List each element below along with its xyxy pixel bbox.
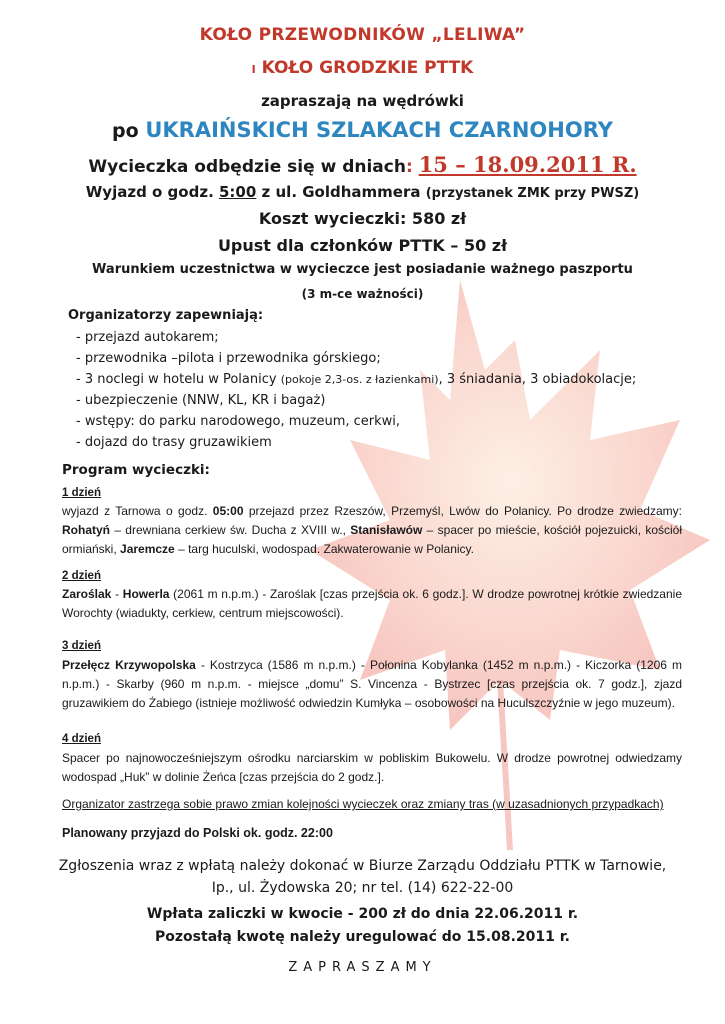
organizer-notice: Organizator zastrzega sobie prawo zmian kolejności wycieczek oraz zmiany tras (w uzasadnionych przypadkach) — [62, 797, 664, 811]
description-text: – spacer po mieście, kościół pojezuicki, kościół ormiański, — [62, 523, 682, 556]
place-name: Howerla — [122, 587, 170, 601]
trip-dates — [0, 152, 725, 177]
trip-name-prefix: po — [112, 120, 139, 142]
departure-place: z ul. Goldhammera — [261, 183, 421, 201]
organizers-title: Organizatorzy zapewniają: — [68, 308, 264, 323]
place-name: Stanisławów — [350, 523, 423, 537]
organizers-item: - przewodnika –pilota i przewodnika górskiego; — [76, 351, 381, 366]
co-organizer-title — [0, 58, 725, 78]
departure-note: (przystanek ZMK przy PWSZ) — [425, 186, 640, 201]
trip-name — [0, 118, 725, 142]
departure-info — [0, 183, 725, 201]
departure-time: 5:00 — [219, 183, 257, 201]
day-1-label: 1 dzień — [62, 487, 101, 499]
organizers-item: - przejazd autokarem; — [76, 330, 219, 345]
day-2-description — [62, 585, 682, 623]
day-2-label: 2 dzień — [62, 570, 101, 582]
arrival-time: Planowany przyjazd do Polski ok. godz. 22:00 — [62, 826, 333, 840]
description-text: - Kostrzyca (1586 m n.p.m.) - Połonina Kobylanka (1452 m n.p.m.) - Kiczorka (1206 m n.p.m.) - Skarby (960 m n.p.m. - miejsce „domu” S. Vincenza - Bystrzec [czas przejścia ok. 7 godz.], zjazd gruzawikiem do Żabiego (istnieje możliwość odwiedzin Kumłyka – osobowości na Huculszczyźnie w jego muzeum). — [62, 658, 682, 710]
day-4-label: 4 dzień — [62, 733, 101, 745]
passport-validity: (3 m-ce ważności) — [301, 287, 424, 301]
organizers-item: - ubezpieczenie (NNW, KL, KR i bagaż) — [76, 393, 326, 408]
trip-dates-value: 15 – 18.09.2011 R. — [418, 152, 637, 177]
description-text: - — [111, 587, 123, 601]
co-organizer-name: KOŁO GRODZKIE PTTK — [261, 58, 474, 78]
description-text: Spacer po najnowocześniejszym ośrodku narciarskim w pobliskim Bukowelu. W drodze powrotnej odwiedzamy wodospad „Huk” w dolinie Żeńca [czas przejścia do 2 godz.]. — [62, 751, 682, 784]
day-3-label: 3 dzień — [62, 640, 101, 652]
registration-line-2: Ip., ul. Żydowska 20; nr tel. (14) 622-22-00 — [211, 880, 514, 896]
registration-line-1: Zgłoszenia wraz z wpłatą należy dokonać w Biurze Zarządu Oddziału PTTK w Tarnowie, — [58, 858, 667, 874]
trip-cost: Koszt wycieczki: 580 zł — [258, 209, 467, 228]
organizers-item — [76, 372, 636, 387]
co-organizer-prefix: I — [251, 63, 256, 76]
description-text: – targ huculski, wodospad. Zakwaterowanie w Polanicy. — [174, 542, 474, 556]
place-name: Zaroślak — [62, 587, 112, 601]
trip-dates-label: Wycieczka odbędzie się w dniach — [88, 157, 406, 177]
balance-info: Pozostałą kwotę należy uregulować do 15.08.2011 r. — [155, 929, 570, 945]
description-text: (2061 m n.p.m.) - Zaroślak [czas przejścia ok. 6 godz.]. W drodze powrotnej krótkie zwiedzanie Worochty (wiadukty, cerkiew, centrum miejscowości). — [62, 587, 682, 620]
place-name: 05:00 — [212, 504, 244, 518]
departure-prefix: Wyjazd o godz. — [85, 183, 214, 201]
trip-dates-colon: : — [405, 157, 413, 177]
member-discount: Upust dla członków PTTK – 50 zł — [217, 236, 508, 255]
deposit-info: Wpłata zaliczki w kwocie - 200 zł do dnia 22.06.2011 r. — [146, 906, 579, 922]
place-name: Rohatyń — [62, 523, 110, 537]
organizers-item: - dojazd do trasy gruzawikiem — [76, 435, 272, 450]
trip-name-highlight: UKRAIŃSKICH SZLAKACH CZARNOHORY — [145, 118, 613, 142]
day-1-description — [62, 502, 682, 559]
organizers-item: - wstępy: do parku narodowego, muzeum, cerkwi, — [76, 414, 401, 429]
passport-condition: Warunkiem uczestnictwa w wycieczce jest posiadanie ważnego paszportu — [92, 262, 633, 277]
description-text: – drewniana cerkiew św. Ducha z XVIII w., — [110, 523, 351, 537]
description-text: wyjazd z Tarnowa o godz. — [62, 504, 213, 518]
organizers-item-meals: , 3 śniadania, 3 obiadokolacje; — [438, 372, 637, 387]
place-name: Jaremcze — [120, 542, 175, 556]
invitation-line: zapraszają na wędrówki — [261, 92, 464, 110]
organizers-item-rooms: (pokoje 2,3-os. z łazienkami) — [280, 373, 439, 386]
day-4-description — [62, 749, 682, 787]
day-3-description — [62, 656, 682, 713]
organizer-title: KOŁO PRZEWODNIKÓW „LELIWA” — [199, 25, 526, 45]
closing-invite: ZAPRASZAMY — [288, 960, 437, 975]
organizers-item-text: - 3 noclegi w hotelu w Polanicy — [76, 372, 277, 387]
description-text: przejazd przez Rzeszów, Przemyśl, Lwów do Polanicy. Po drodze zwiedzamy: — [243, 504, 682, 518]
program-title: Program wycieczki: — [62, 462, 210, 478]
place-name: Przełęcz Krzywopolska — [62, 658, 196, 672]
